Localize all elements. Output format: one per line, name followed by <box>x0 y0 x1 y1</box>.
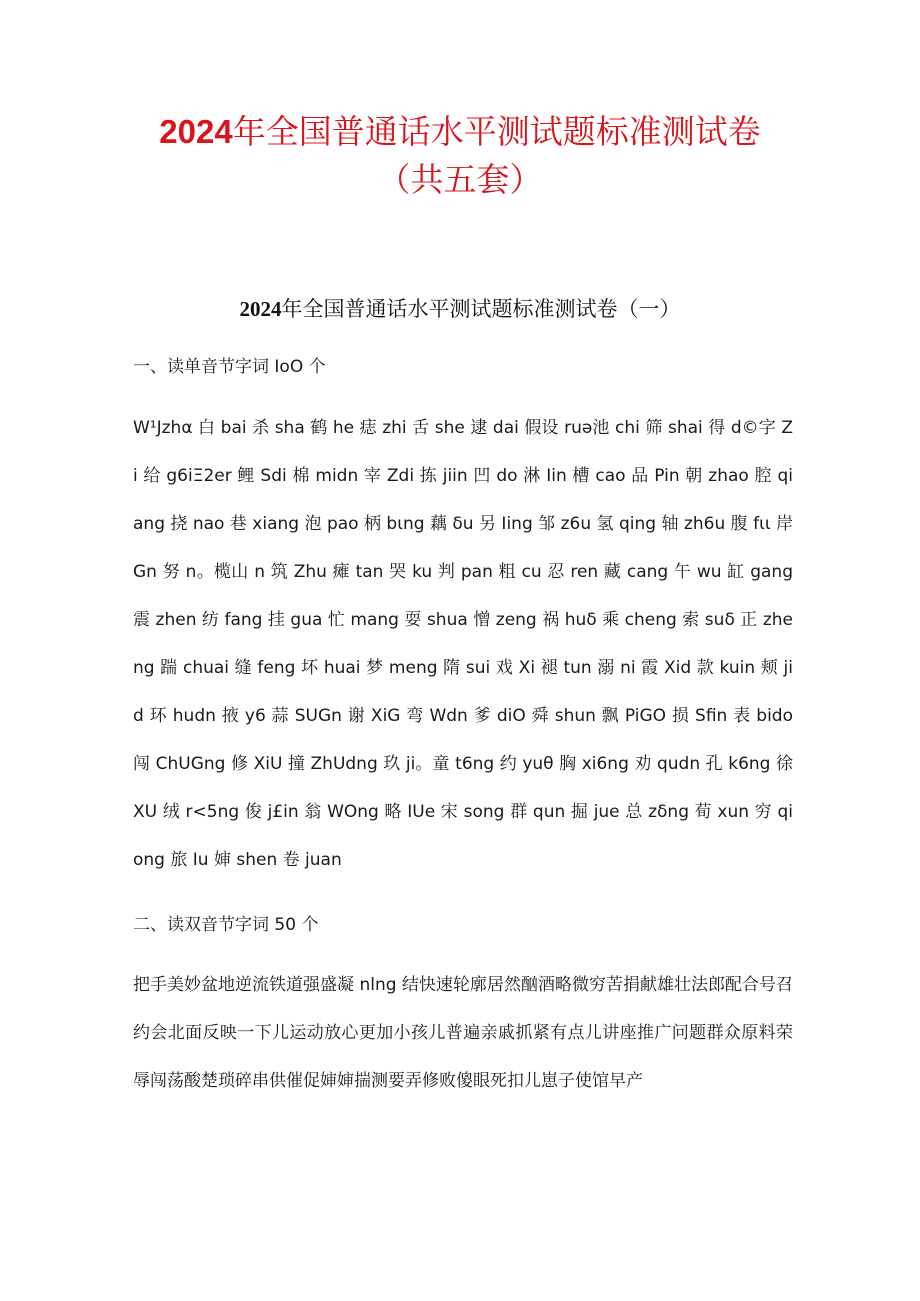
title-line-2: （共五套） <box>377 160 543 199</box>
section-heading-double-syllable: 二、读双音节字词 50 个 <box>133 915 319 935</box>
section-heading-single-syllable: 一、读单音节字词 IoO 个 <box>133 357 326 377</box>
subtitle-text: 年全国普通话水平测试题标准测试卷（一） <box>281 297 681 321</box>
section-content-single-syllable: W¹Jzhα 白 bai 杀 sha 鹤 he 痣 zhi 舌 she 逮 dai 假设 ruә池 chi 筛 shai 得 d©字 Zi 给 g6iΞ2er 鲤 Sdi 棉 midn 宰 Zdi 拣 jiin 凹 do 淋 Iin 槽 cao 品 Pin 朝 zhao 腔 qiang 挠 nao 巷 xiang 泡 pao 柄 bιng 藕 δu 另 Iing 邹 z6u 氢 qing 轴 zh6u 腹 fιι 岸 Gn 努 n。榄山 n 筑 Zhu 瘫 tan 哭 ku 判 pan 粗 cu 忍 ren 藏 cang 午 wu 缸 gang 震 zhen 纺 fang 挂 gua 忙 mang 耍 shua 憎 zeng 祸 huδ 乘 cheng 索 suδ 正 zheng 踹 chuai 缝 feng 坏 huai 梦 meng 隋 sui 戏 Xi 褪 tun 溺 ni 霞 Xid 款 kuin 颊 jid 环 hudn 掖 y6 蒜 SUGn 谢 XiG 弯 Wdn 爹 diO 舜 shun 飘 PiGO 损 Sfin 表 bido 闯 ChUGng 修 XiU 撞 ZhUdng 玖 ji。童 t6ng 约 yuθ 胸 xi6ng 劝 qudn 孔 k6ng 徐 XU 绒 r<5ng 俊 j£in 翁 WOng 略 IUe 宋 song 群 qun 掘 jue 总 zδng 荀 xun 穷 qiong 旅 Iu 婶 shen 卷 juan <box>133 418 794 870</box>
subtitle-year: 2024 <box>239 297 282 321</box>
section-content-double-syllable: 把手美妙盆地逆流铁道强盛凝 nlng 结快速轮廓居然酗酒略微穷苦捐献雄壮法郎配合号召约会北面反映一下儿运动放心更加小孩儿普遍亲戚抓紧有点儿讲座推广问题群众原料荣辱闯荡酸楚琐碎串供催促婶婶揣测要弄修败傻眼死扣儿崽子使馆早产 <box>133 975 793 1091</box>
title-year: 2024 <box>159 113 233 150</box>
title-line-1 <box>0 108 920 156</box>
title-text: 年全国普通话水平测试题标准测试卷 <box>232 112 761 151</box>
test-paper-title <box>0 293 920 325</box>
document-title <box>0 108 920 204</box>
